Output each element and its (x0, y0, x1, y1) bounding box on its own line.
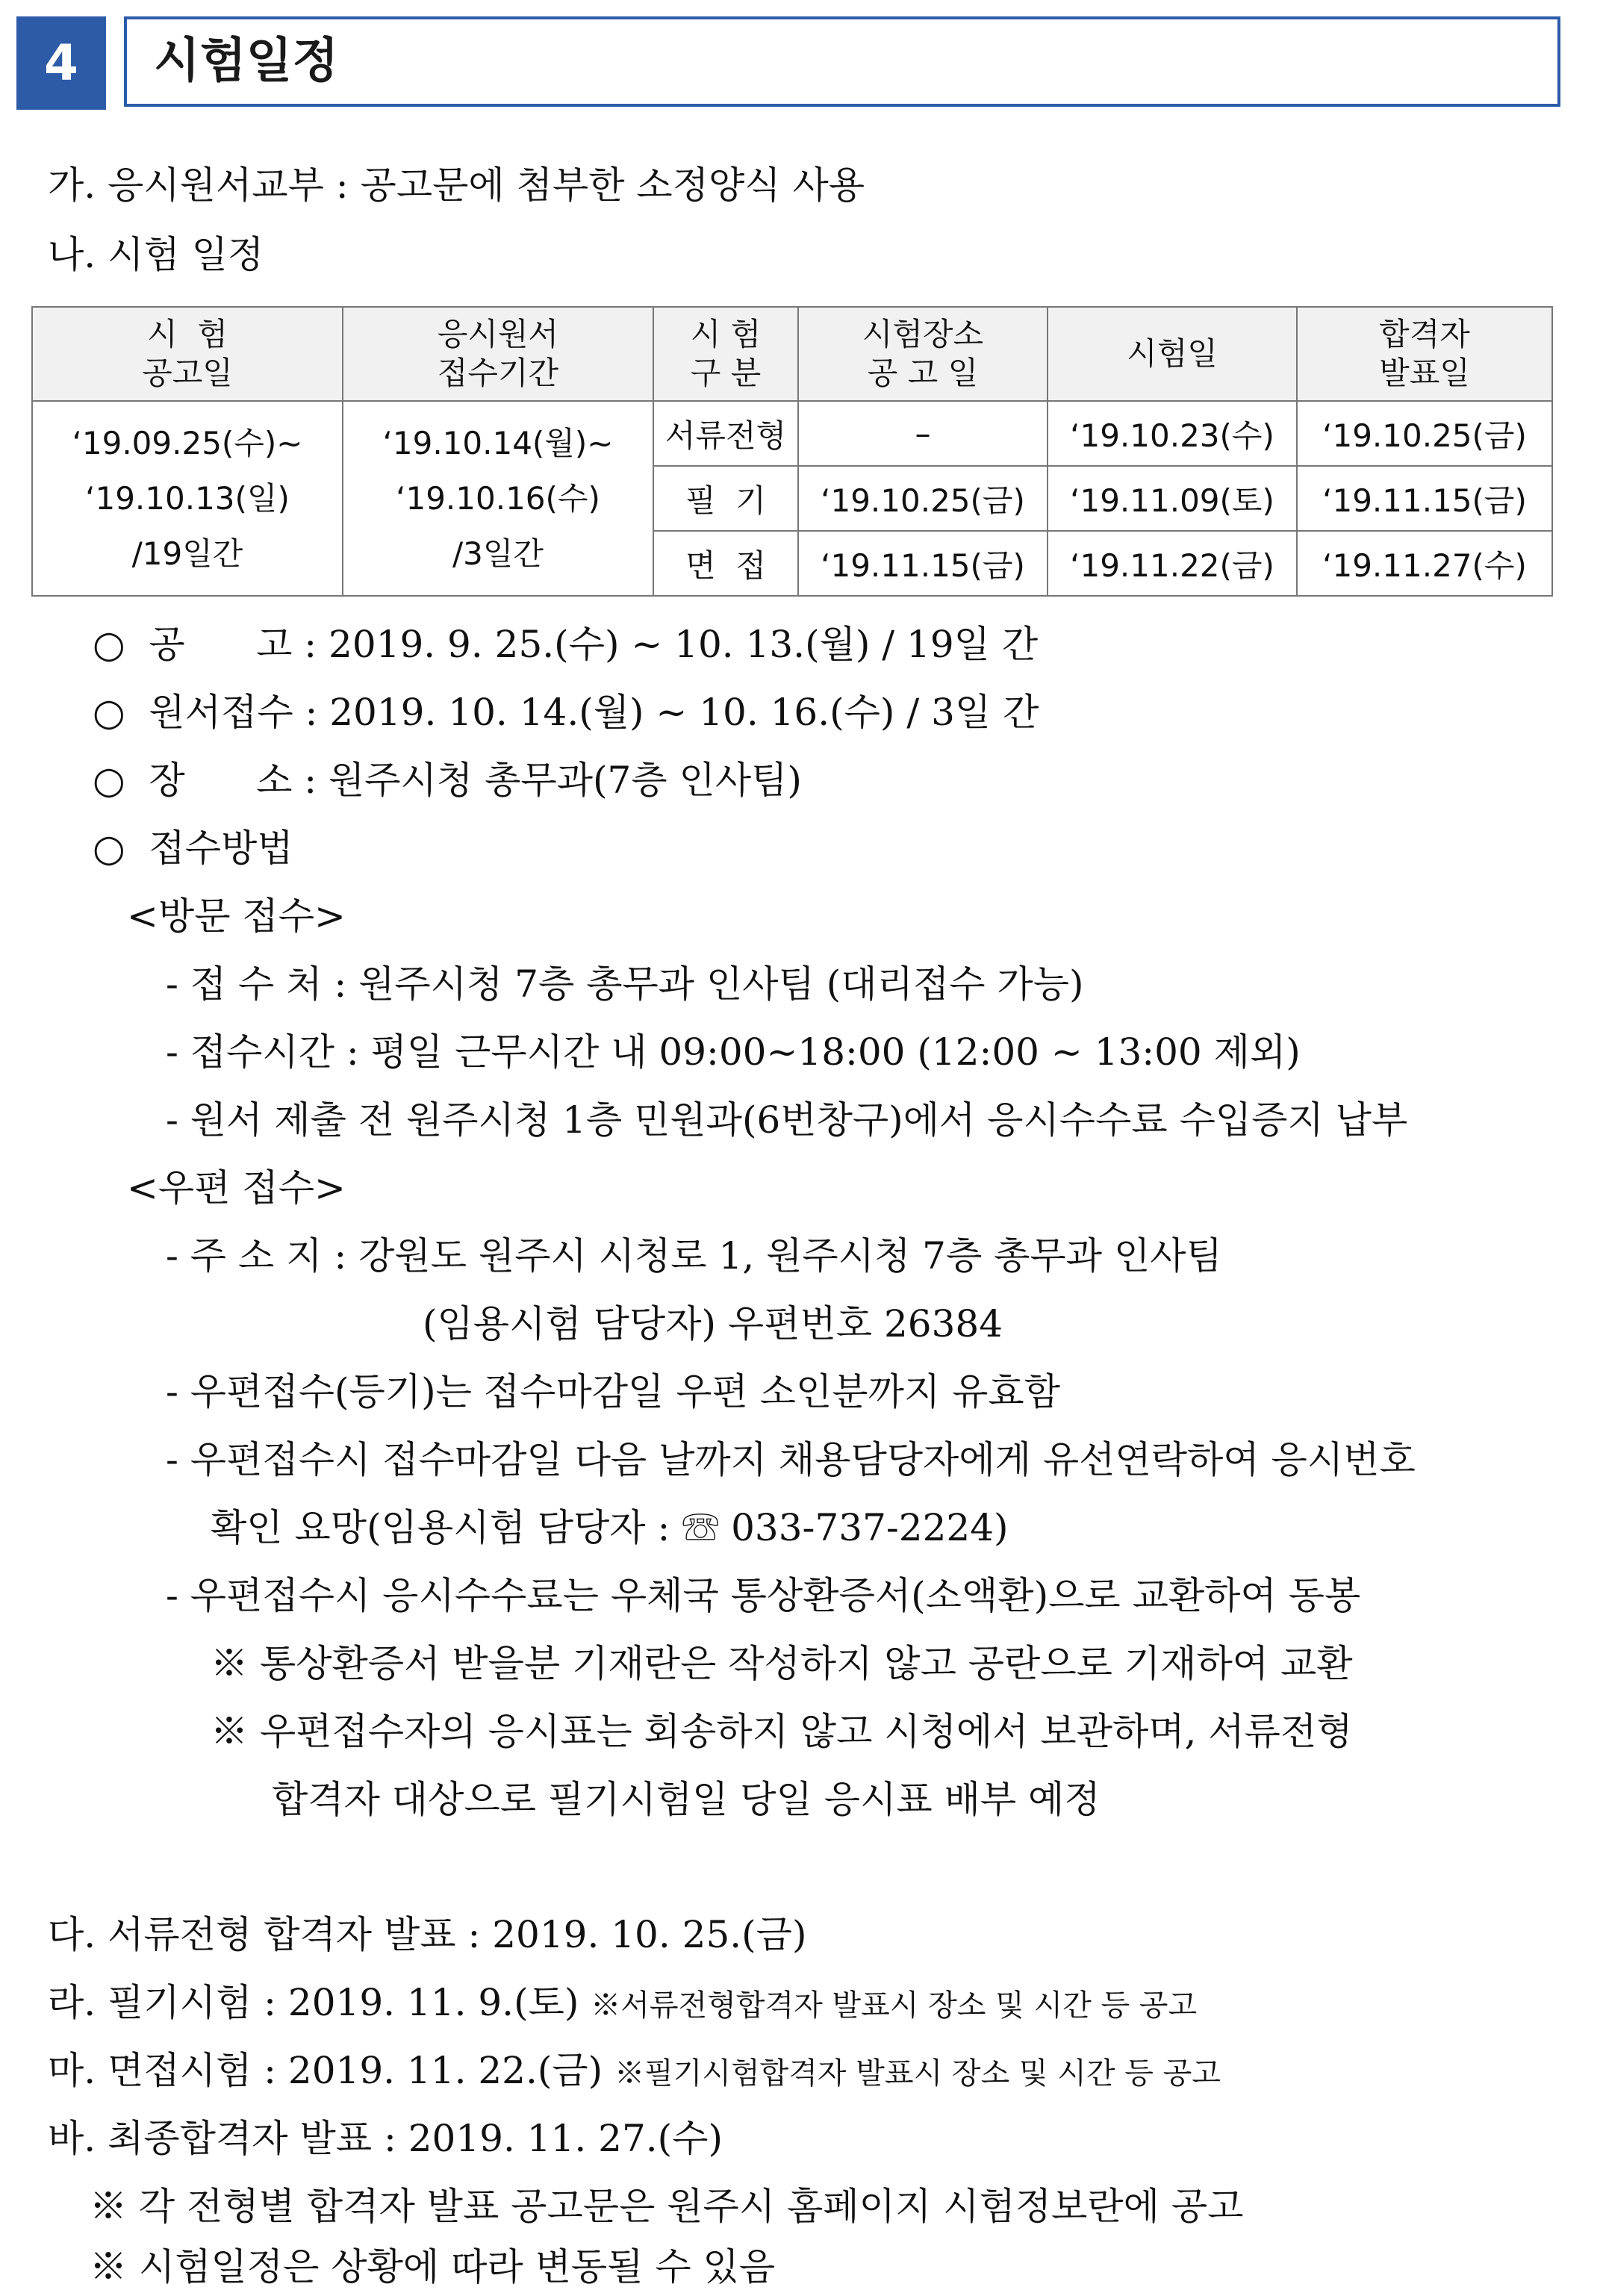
footnote-homepage: ※ 각 전형별 합격자 발표 공고문은 원주시 홈페이지 시험정보란에 공고 (90, 2185, 1244, 2228)
post-fee: - 우편접수시 응시수수료는 우체국 통상환증서(소액환)으로 교환하여 동봉 (166, 1574, 1361, 1617)
item-na: 나. 시험 일정 (48, 233, 264, 276)
visit-fee: - 원서 제출 전 원주시청 1층 민원과(6번창구)에서 응시수수료 수입증지 납부 (166, 1098, 1408, 1142)
table-header: 시 험 구 분 (653, 307, 798, 401)
announce-written-text: 라. 필기시험 : 2019. 11. 9.(토) (48, 1981, 591, 2024)
table-cell: ‘19.11.22(금) (1048, 531, 1297, 596)
section-title: 시험일정 (154, 34, 339, 89)
announce-written (48, 1976, 1197, 2032)
table-cell: ‘19.11.15(금) (1297, 466, 1552, 531)
footnote-schedule-change: ※ 시험일정은 상황에 따라 변동될 수 있음 (90, 2245, 776, 2289)
detail-application: ○ 원서접수 : 2019. 10. 14.(월) ~ 10. 16.(수) / 3일 간 (93, 691, 1039, 734)
detail-notice: ○ 공 고 : 2019. 9. 25.(수) ~ 10. 13.(월) / 19일 간 (93, 623, 1039, 666)
detail-method: ○ 접수방법 (93, 827, 293, 870)
table-header: 시 험 공고일 (32, 307, 343, 401)
table-cell: 서류전형 (653, 401, 798, 466)
note-admission-ticket: ※ 우편접수자의 응시표는 회송하지 않고 시청에서 보관하며, 서류전형 (211, 1710, 1353, 1753)
table-row (32, 401, 1552, 466)
table-header: 시험장소 공 고 일 (798, 307, 1048, 401)
table-header: 합격자 발표일 (1297, 307, 1552, 401)
post-address-cont: (임용시험 담당자) 우편번호 26384 (423, 1302, 1003, 1345)
announce-document: 다. 서류전형 합격자 발표 : 2019. 10. 25.(금) (48, 1913, 807, 1956)
announce-interview-text: 마. 면접시험 : 2019. 11. 22.(금) (48, 2049, 615, 2092)
announce-interview-note: ※필기시험합격자 발표시 장소 및 시간 등 공고 (614, 2056, 1221, 2091)
table-header-row (32, 307, 1552, 401)
item-ga: 가. 응시원서교부 : 공고문에 첨부한 소정양식 사용 (48, 164, 865, 207)
announce-interview (48, 2044, 1221, 2100)
section-title-box (124, 16, 1560, 107)
visit-place: - 접 수 처 : 원주시청 7층 총무과 인사팀 (대리접수 가능) (166, 962, 1084, 1006)
table-cell: 면 접 (653, 531, 798, 596)
table-cell: – (798, 401, 1048, 466)
table-cell: ‘19.10.25(금) (798, 466, 1048, 531)
note-money-order: ※ 통상환증서 받을분 기재란은 작성하지 않고 공란으로 기재하여 교환 (211, 1642, 1353, 1685)
post-deadline: - 우편접수(등기)는 접수마감일 우편 소인분까지 유효함 (166, 1370, 1060, 1413)
post-contact: - 우편접수시 접수마감일 다음 날까지 채용담당자에게 유선연락하여 응시번호 (166, 1438, 1416, 1481)
note-admission-ticket-cont: 합격자 대상으로 필기시험일 당일 응시표 배부 예정 (272, 1778, 1101, 1821)
detail-location: ○ 장 소 : 원주시청 총무과(7층 인사팀) (93, 759, 802, 802)
post-address: - 주 소 지 : 강원도 원주시 시청로 1, 원주시청 7층 총무과 인사팀 (166, 1234, 1222, 1278)
announce-written-note: ※서류전형합격자 발표시 장소 및 시간 등 공고 (591, 1988, 1198, 2023)
table-cell: 필 기 (653, 466, 798, 531)
section-number: 4 (16, 16, 106, 110)
announce-final: 바. 최종합격자 발표 : 2019. 11. 27.(수) (48, 2117, 723, 2160)
table-cell: ‘19.11.15(금) (798, 531, 1048, 596)
apply-period-cell: ‘19.10.14(월)~ ‘19.10.16(수) /3일간 (343, 401, 653, 596)
table-cell: ‘19.11.27(수) (1297, 531, 1552, 596)
visit-heading: <방문 접수> (127, 895, 346, 938)
table-header: 시험일 (1048, 307, 1297, 401)
post-heading: <우편 접수> (127, 1166, 346, 1210)
table-cell: ‘19.10.25(금) (1297, 401, 1552, 466)
section-header (16, 16, 1562, 110)
schedule-table (31, 306, 1553, 597)
table-cell: ‘19.10.23(수) (1048, 401, 1297, 466)
table-header: 응시원서 접수기간 (343, 307, 653, 401)
notice-period-cell: ‘19.09.25(수)~ ‘19.10.13(일) /19일간 (32, 401, 343, 596)
post-contact-cont: 확인 요망(임용시험 담당자 : ☏ 033-737-2224) (211, 1506, 1009, 1549)
table-cell: ‘19.11.09(토) (1048, 466, 1297, 531)
visit-hours: - 접수시간 : 평일 근무시간 내 09:00~18:00 (12:00 ~ 13:00 제외) (166, 1030, 1301, 1074)
